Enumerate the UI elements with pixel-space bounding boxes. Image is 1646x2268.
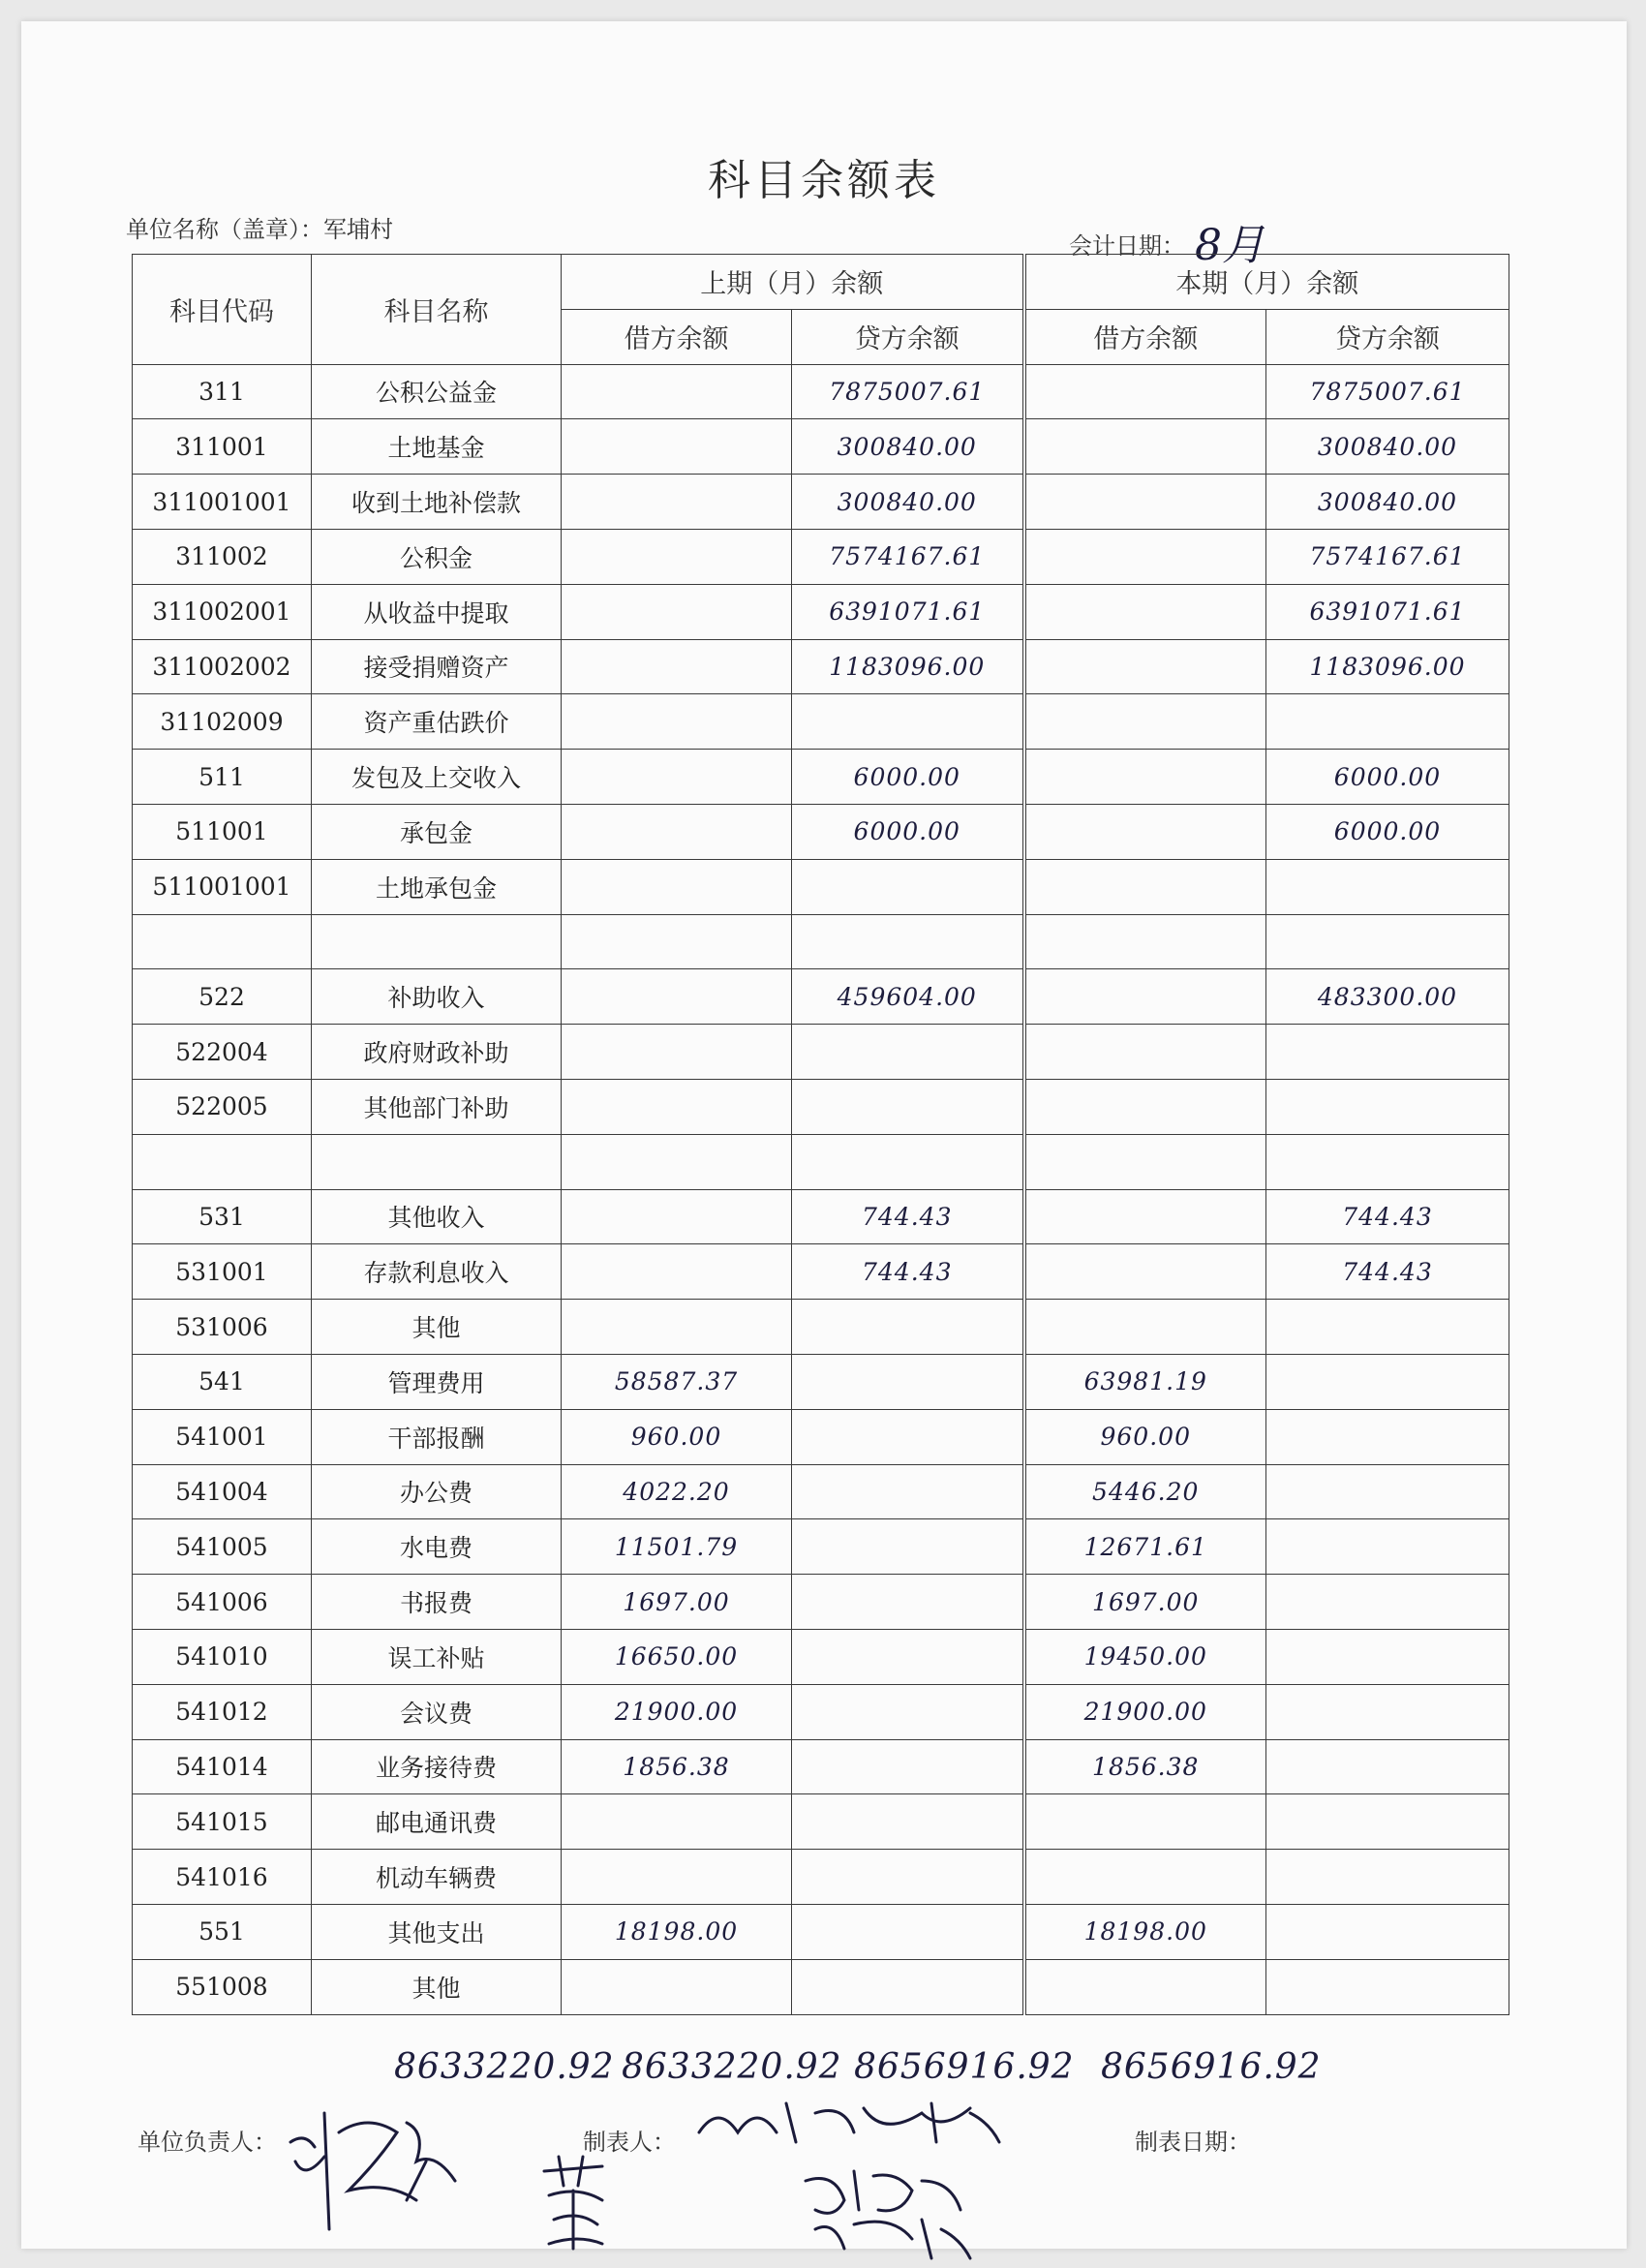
account-name-cell: 机动车辆费 — [312, 1850, 562, 1905]
account-code-cell — [133, 914, 312, 969]
curr-debit-cell — [1024, 1189, 1266, 1244]
curr-debit-cell — [1024, 1244, 1266, 1300]
balance-table-body — [133, 364, 1509, 2014]
curr-credit-cell — [1266, 914, 1509, 969]
curr-credit-cell — [1266, 1409, 1509, 1464]
prev-credit-cell: 7574167.61 — [792, 529, 1024, 584]
account-code-cell: 311002001 — [133, 584, 312, 639]
total-curr-debit: 8656916.92 — [854, 2047, 1075, 2087]
curr-debit-cell: 21900.00 — [1024, 1684, 1266, 1739]
curr-debit-cell: 12671.61 — [1024, 1519, 1266, 1575]
table-row — [133, 750, 1509, 805]
curr-credit-cell — [1266, 1300, 1509, 1355]
curr-debit-cell: 19450.00 — [1024, 1629, 1266, 1684]
curr-debit-cell — [1024, 419, 1266, 475]
curr-credit-cell: 483300.00 — [1266, 969, 1509, 1025]
table-row — [133, 1354, 1509, 1409]
account-code-cell: 522005 — [133, 1079, 312, 1134]
page-title: 科目余额表 — [708, 156, 940, 205]
account-code-cell: 541 — [133, 1354, 312, 1409]
table-row — [133, 1244, 1509, 1300]
prev-credit-cell — [792, 1575, 1024, 1630]
curr-credit-cell — [1266, 1959, 1509, 2014]
prev-debit-cell — [562, 475, 792, 530]
curr-debit-cell — [1024, 639, 1266, 694]
prev-debit-cell — [562, 1300, 792, 1355]
account-name-cell: 业务接待费 — [312, 1739, 562, 1794]
curr-debit-cell — [1024, 859, 1266, 914]
prev-credit-cell — [792, 1464, 1024, 1519]
account-name-cell: 其他收入 — [312, 1189, 562, 1244]
account-code-cell: 311002002 — [133, 639, 312, 694]
prev-credit-cell — [792, 914, 1024, 969]
prev-credit-cell: 6000.00 — [792, 750, 1024, 805]
table-row — [133, 1959, 1509, 2014]
account-code-cell: 522 — [133, 969, 312, 1025]
account-code-cell: 311002 — [133, 529, 312, 584]
prev-debit-cell — [562, 750, 792, 805]
prev-debit-cell — [562, 1189, 792, 1244]
account-code-cell — [133, 1134, 312, 1189]
account-code-cell: 541004 — [133, 1464, 312, 1519]
account-name-cell: 土地基金 — [312, 419, 562, 475]
curr-credit-cell: 744.43 — [1266, 1244, 1509, 1300]
prev-credit-cell: 6000.00 — [792, 804, 1024, 859]
curr-credit-cell: 1183096.00 — [1266, 639, 1509, 694]
prev-debit-cell — [562, 419, 792, 475]
account-code-cell: 541001 — [133, 1409, 312, 1464]
prev-debit-cell — [562, 584, 792, 639]
prev-debit-cell — [562, 639, 792, 694]
account-code-cell: 522004 — [133, 1025, 312, 1080]
header-curr-credit: 贷方余额 — [1266, 309, 1509, 364]
table-row — [133, 1739, 1509, 1794]
prev-credit-cell — [792, 1409, 1024, 1464]
prev-debit-cell — [562, 529, 792, 584]
table-row — [133, 1794, 1509, 1850]
prev-credit-cell — [792, 1629, 1024, 1684]
account-code-cell: 311001 — [133, 419, 312, 475]
account-code-cell: 531006 — [133, 1300, 312, 1355]
prev-debit-cell: 960.00 — [562, 1409, 792, 1464]
prev-debit-cell — [562, 694, 792, 750]
header-curr-debit: 借方余额 — [1024, 309, 1266, 364]
curr-debit-cell — [1024, 1850, 1266, 1905]
curr-credit-cell — [1266, 1519, 1509, 1575]
account-code-cell: 541012 — [133, 1684, 312, 1739]
account-name-cell: 从收益中提取 — [312, 584, 562, 639]
curr-credit-cell — [1266, 1464, 1509, 1519]
account-code-cell: 541010 — [133, 1629, 312, 1684]
account-name-cell: 其他支出 — [312, 1904, 562, 1959]
signature-reviewer — [534, 2152, 622, 2258]
table-row — [133, 1134, 1509, 1189]
account-code-cell: 511001001 — [133, 859, 312, 914]
prev-debit-cell: 1697.00 — [562, 1575, 792, 1630]
curr-credit-cell — [1266, 1134, 1509, 1189]
signature-auditor — [796, 2161, 990, 2268]
responsible-label: 单位负责人： — [137, 2129, 277, 2156]
curr-debit-cell — [1024, 804, 1266, 859]
account-name-cell: 其他 — [312, 1300, 562, 1355]
prev-debit-cell: 58587.37 — [562, 1354, 792, 1409]
account-name-cell — [312, 1134, 562, 1189]
curr-debit-cell — [1024, 1079, 1266, 1134]
table-row — [133, 804, 1509, 859]
header-prev-credit: 贷方余额 — [792, 309, 1024, 364]
unit-name-label: 单位名称（盖章）： — [126, 216, 323, 243]
prev-credit-cell — [792, 1739, 1024, 1794]
preparer-label: 制表人： — [583, 2129, 676, 2156]
curr-credit-cell: 7875007.61 — [1266, 364, 1509, 419]
curr-credit-cell: 7574167.61 — [1266, 529, 1509, 584]
table-row — [133, 639, 1509, 694]
account-code-cell: 541014 — [133, 1739, 312, 1794]
table-row — [133, 1575, 1509, 1630]
account-code-cell: 511001 — [133, 804, 312, 859]
curr-debit-cell: 960.00 — [1024, 1409, 1266, 1464]
prev-debit-cell: 11501.79 — [562, 1519, 792, 1575]
curr-credit-cell — [1266, 1025, 1509, 1080]
curr-debit-cell — [1024, 1794, 1266, 1850]
prev-debit-cell — [562, 1244, 792, 1300]
prev-debit-cell — [562, 914, 792, 969]
table-row — [133, 1464, 1509, 1519]
account-name-cell: 水电费 — [312, 1519, 562, 1575]
prev-credit-cell — [792, 859, 1024, 914]
table-row — [133, 584, 1509, 639]
account-code-cell: 531 — [133, 1189, 312, 1244]
unit-name-value: 军埔村 — [323, 216, 393, 243]
balance-table — [132, 254, 1509, 2015]
prev-credit-cell — [792, 1079, 1024, 1134]
curr-credit-cell — [1266, 1575, 1509, 1630]
account-code-cell: 541005 — [133, 1519, 312, 1575]
curr-credit-cell: 744.43 — [1266, 1189, 1509, 1244]
account-name-cell: 补助收入 — [312, 969, 562, 1025]
curr-debit-cell — [1024, 1300, 1266, 1355]
prev-credit-cell: 6391071.61 — [792, 584, 1024, 639]
account-code-cell: 541006 — [133, 1575, 312, 1630]
account-name-cell: 土地承包金 — [312, 859, 562, 914]
table-row — [133, 969, 1509, 1025]
curr-credit-cell — [1266, 1354, 1509, 1409]
total-prev-credit: 8633220.92 — [622, 2047, 842, 2087]
prev-debit-cell — [562, 969, 792, 1025]
prev-debit-cell: 1856.38 — [562, 1739, 792, 1794]
prev-credit-cell — [792, 1684, 1024, 1739]
account-code-cell: 551 — [133, 1904, 312, 1959]
table-row — [133, 1409, 1509, 1464]
curr-credit-cell — [1266, 859, 1509, 914]
prev-debit-cell — [562, 364, 792, 419]
header-prev-period: 上期（月）余额 — [562, 255, 1024, 310]
curr-debit-cell: 1697.00 — [1024, 1575, 1266, 1630]
account-code-cell: 541015 — [133, 1794, 312, 1850]
account-code-cell: 531001 — [133, 1244, 312, 1300]
document-sheet — [21, 21, 1627, 2249]
curr-credit-cell — [1266, 1684, 1509, 1739]
prev-credit-cell — [792, 1134, 1024, 1189]
header-code: 科目代码 — [133, 255, 312, 365]
curr-credit-cell: 300840.00 — [1266, 475, 1509, 530]
account-name-cell: 会议费 — [312, 1684, 562, 1739]
account-name-cell: 公积金 — [312, 529, 562, 584]
accounting-date-value: 8月 — [1195, 221, 1265, 270]
account-name-cell: 接受捐赠资产 — [312, 639, 562, 694]
prev-debit-cell — [562, 1959, 792, 2014]
prev-debit-cell — [562, 1794, 792, 1850]
curr-debit-cell: 63981.19 — [1024, 1354, 1266, 1409]
account-name-cell: 收到土地补偿款 — [312, 475, 562, 530]
curr-debit-cell — [1024, 969, 1266, 1025]
signature-responsible — [281, 2103, 503, 2239]
prev-credit-cell — [792, 1959, 1024, 2014]
table-row — [133, 1300, 1509, 1355]
account-code-cell: 311 — [133, 364, 312, 419]
curr-debit-cell — [1024, 914, 1266, 969]
account-code-cell: 541016 — [133, 1850, 312, 1905]
table-row — [133, 1079, 1509, 1134]
curr-credit-cell — [1266, 1629, 1509, 1684]
prev-debit-cell — [562, 1134, 792, 1189]
prev-debit-cell — [562, 804, 792, 859]
prev-credit-cell — [792, 1025, 1024, 1080]
account-name-cell: 承包金 — [312, 804, 562, 859]
prepared-date-label: 制表日期： — [1135, 2129, 1251, 2156]
account-name-cell — [312, 914, 562, 969]
curr-debit-cell — [1024, 584, 1266, 639]
prev-credit-cell — [792, 1519, 1024, 1575]
account-name-cell: 办公费 — [312, 1464, 562, 1519]
account-name-cell: 管理费用 — [312, 1354, 562, 1409]
table-row — [133, 364, 1509, 419]
prev-debit-cell — [562, 859, 792, 914]
curr-debit-cell: 18198.00 — [1024, 1904, 1266, 1959]
prev-credit-cell — [792, 1794, 1024, 1850]
curr-debit-cell — [1024, 475, 1266, 530]
curr-debit-cell — [1024, 529, 1266, 584]
table-row — [133, 1519, 1509, 1575]
curr-credit-cell — [1266, 1794, 1509, 1850]
account-name-cell: 书报费 — [312, 1575, 562, 1630]
prev-credit-cell: 7875007.61 — [792, 364, 1024, 419]
total-curr-credit: 8656916.92 — [1101, 2047, 1322, 2087]
accounting-date-label: 会计日期： — [1069, 232, 1185, 260]
table-row — [133, 694, 1509, 750]
prev-credit-cell — [792, 1904, 1024, 1959]
prev-credit-cell: 300840.00 — [792, 475, 1024, 530]
prev-credit-cell — [792, 1354, 1024, 1409]
table-row — [133, 419, 1509, 475]
prev-debit-cell: 21900.00 — [562, 1684, 792, 1739]
unit-name-line — [126, 210, 393, 244]
header-name: 科目名称 — [312, 255, 562, 365]
curr-credit-cell — [1266, 1739, 1509, 1794]
prev-credit-cell: 300840.00 — [792, 419, 1024, 475]
prev-credit-cell: 744.43 — [792, 1189, 1024, 1244]
account-name-cell: 公积公益金 — [312, 364, 562, 419]
curr-credit-cell: 300840.00 — [1266, 419, 1509, 475]
curr-debit-cell: 5446.20 — [1024, 1464, 1266, 1519]
curr-credit-cell — [1266, 694, 1509, 750]
prev-credit-cell — [792, 694, 1024, 750]
curr-debit-cell — [1024, 1025, 1266, 1080]
table-row — [133, 529, 1509, 584]
account-name-cell: 其他部门补助 — [312, 1079, 562, 1134]
table-row — [133, 914, 1509, 969]
table-row — [133, 1850, 1509, 1905]
prev-debit-cell — [562, 1079, 792, 1134]
account-name-cell: 其他 — [312, 1959, 562, 2014]
curr-credit-cell — [1266, 1079, 1509, 1134]
prev-credit-cell — [792, 1850, 1024, 1905]
account-name-cell: 误工补贴 — [312, 1629, 562, 1684]
prev-debit-cell — [562, 1850, 792, 1905]
prev-debit-cell — [562, 1025, 792, 1080]
account-code-cell: 551008 — [133, 1959, 312, 2014]
prev-credit-cell: 744.43 — [792, 1244, 1024, 1300]
header-prev-debit: 借方余额 — [562, 309, 792, 364]
account-code-cell: 511 — [133, 750, 312, 805]
account-name-cell: 资产重估跌价 — [312, 694, 562, 750]
curr-credit-cell — [1266, 1850, 1509, 1905]
account-code-cell: 311001001 — [133, 475, 312, 530]
prev-debit-cell: 16650.00 — [562, 1629, 792, 1684]
prev-credit-cell: 459604.00 — [792, 969, 1024, 1025]
account-name-cell: 发包及上交收入 — [312, 750, 562, 805]
account-name-cell: 政府财政补助 — [312, 1025, 562, 1080]
prev-debit-cell: 18198.00 — [562, 1904, 792, 1959]
curr-credit-cell: 6391071.61 — [1266, 584, 1509, 639]
prev-credit-cell — [792, 1300, 1024, 1355]
header-curr-period: 本期（月）余额 — [1024, 255, 1509, 310]
prev-debit-cell: 4022.20 — [562, 1464, 792, 1519]
table-row — [133, 475, 1509, 530]
curr-debit-cell — [1024, 364, 1266, 419]
curr-debit-cell — [1024, 1959, 1266, 2014]
table-row — [133, 859, 1509, 914]
curr-debit-cell — [1024, 1134, 1266, 1189]
account-name-cell: 干部报酬 — [312, 1409, 562, 1464]
account-code-cell: 31102009 — [133, 694, 312, 750]
curr-debit-cell — [1024, 750, 1266, 805]
table-row — [133, 1629, 1509, 1684]
total-prev-debit: 8633220.92 — [394, 2047, 615, 2087]
curr-credit-cell: 6000.00 — [1266, 750, 1509, 805]
signature-preparer — [689, 2094, 1019, 2152]
table-row — [133, 1684, 1509, 1739]
table-row — [133, 1025, 1509, 1080]
curr-debit-cell — [1024, 694, 1266, 750]
prev-credit-cell: 1183096.00 — [792, 639, 1024, 694]
curr-credit-cell — [1266, 1904, 1509, 1959]
table-row — [133, 1904, 1509, 1959]
curr-debit-cell: 1856.38 — [1024, 1739, 1266, 1794]
table-row — [133, 1189, 1509, 1244]
curr-credit-cell: 6000.00 — [1266, 804, 1509, 859]
account-name-cell: 存款利息收入 — [312, 1244, 562, 1300]
account-name-cell: 邮电通讯费 — [312, 1794, 562, 1850]
